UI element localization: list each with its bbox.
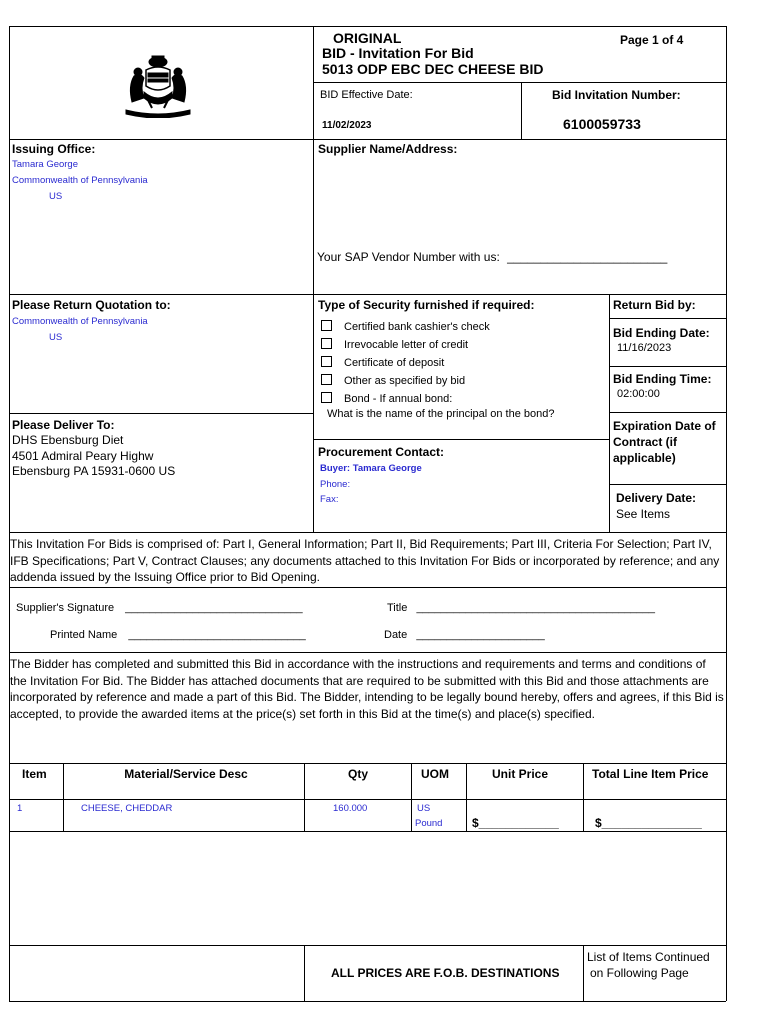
return-quotation-org: Commonwealth of Pennsylvania: [12, 316, 148, 327]
row-uom-2: Pound: [415, 818, 443, 829]
return-quotation-country: US: [49, 332, 63, 343]
date-field[interactable]: [384, 629, 545, 641]
checkbox[interactable]: [321, 392, 332, 403]
bid-ending-time-label: Bid Ending Time:: [613, 372, 712, 386]
supplier-label: Supplier Name/Address:: [318, 142, 458, 156]
return-bid-label: Return Bid by:: [613, 298, 696, 312]
vendor-number-line: ________________________: [507, 250, 668, 264]
row-uom-1: US: [417, 803, 431, 814]
row-item: 1: [17, 803, 23, 814]
security-options: [321, 318, 609, 408]
invitation-number-label: Bid Invitation Number:: [552, 88, 681, 102]
date-line: _____________________: [416, 629, 545, 641]
title-field[interactable]: [387, 602, 655, 614]
invitation-number: 6100059733: [563, 116, 641, 132]
security-option[interactable]: Irrevocable letter of credit: [321, 336, 609, 354]
title-line: _______________________________________: [416, 602, 656, 614]
bid-ending-time: 02:00:00: [617, 388, 660, 400]
col-qty: Qty: [348, 767, 369, 781]
procurement-label: Procurement Contact:: [318, 445, 445, 459]
supplier-signature-line: _____________________________: [125, 602, 303, 614]
deliver-to-line2: 4501 Admiral Peary Highw: [12, 449, 154, 463]
checkbox[interactable]: [321, 356, 332, 367]
expiration-label: Expiration Date of Contract (if applicable): [613, 419, 716, 465]
col-item: Item: [22, 767, 47, 781]
issuing-office-name: Tamara George: [12, 159, 79, 170]
col-unit-price: Unit Price: [492, 767, 549, 781]
deliver-to-label: Please Deliver To:: [12, 418, 115, 432]
continued-line2: on Following Page: [590, 966, 689, 980]
supplier-signature-field[interactable]: [16, 602, 303, 614]
principal-question: What is the name of the principal on the bond?: [327, 408, 555, 420]
doc-status: ORIGINAL: [333, 30, 402, 46]
printed-name-label: Printed Name: [50, 629, 118, 641]
security-option[interactable]: Bond - If annual bond:: [321, 390, 609, 408]
printed-name-field[interactable]: [50, 629, 306, 641]
checkbox[interactable]: [321, 320, 332, 331]
row-material: CHEESE, CHEDDAR: [81, 803, 173, 814]
checkbox[interactable]: [321, 338, 332, 349]
comprised-text: This Invitation For Bids is comprised of: Part I, General Information; Part II, Bid Requirements; Part III, Criteria For Selection; Part IV, IFB Specifications; Part V, Contract Clauses; any documents attached to this Invitation For Bids or incorporated by reference; and any addenda issued by the Issuing Office prior to Bid Opening.: [10, 537, 720, 584]
bid-ending-date-label: Bid Ending Date:: [613, 326, 710, 340]
row-unit-price-input[interactable]: $____________: [472, 816, 559, 830]
doc-type: BID - Invitation For Bid: [322, 45, 474, 61]
continued-line1: List of Items Continued: [587, 950, 710, 964]
return-quotation-label: Please Return Quotation to:: [12, 298, 171, 312]
bid-ending-date: 11/16/2023: [617, 342, 672, 354]
col-material: Material/Service Desc: [124, 767, 248, 781]
row-qty: 160.000: [333, 803, 368, 814]
deliver-to-line1: DHS Ebensburg Diet: [12, 433, 124, 447]
procurement-buyer: Buyer: Tamara George: [320, 463, 422, 474]
effective-date: 11/02/2023: [322, 120, 372, 131]
vendor-number-label: Your SAP Vendor Number with us:: [317, 250, 500, 264]
bid-title: 5013 ODP EBC DEC CHEESE BID: [322, 61, 544, 77]
title-label: Title: [387, 602, 408, 614]
deliver-to-line3: Ebensburg PA 15931-0600 US: [12, 464, 176, 478]
security-option[interactable]: Certificate of deposit: [321, 354, 609, 372]
security-option[interactable]: Certified bank cashier's check: [321, 318, 609, 336]
delivery-date-value: See Items: [616, 507, 671, 521]
issuing-office-label: Issuing Office:: [12, 142, 96, 156]
row-total-input[interactable]: $_______________: [595, 816, 702, 830]
effective-date-label: BID Effective Date:: [320, 89, 413, 101]
procurement-fax: Fax:: [320, 494, 339, 505]
procurement-phone: Phone:: [320, 479, 351, 490]
printed-name-line: _____________________________: [128, 629, 306, 641]
supplier-signature-label: Supplier's Signature: [16, 602, 115, 614]
issuing-office-org: Commonwealth of Pennsylvania: [12, 175, 148, 186]
security-label: Type of Security furnished if required:: [318, 298, 535, 312]
date-label: Date: [384, 629, 408, 641]
col-uom: UOM: [421, 767, 449, 781]
page-number: Page 1 of 4: [620, 33, 684, 47]
fob-statement: ALL PRICES ARE F.O.B. DESTINATIONS: [331, 966, 560, 980]
checkbox[interactable]: [321, 374, 332, 385]
issuing-office-country: US: [49, 191, 63, 202]
vendor-number-field[interactable]: [317, 250, 667, 264]
bidder-text: The Bidder has completed and submitted this Bid in accordance with the instructions and requirements and terms and conditions of the Invitation For Bid. The Bidder has attached documents that are required to be submitted with this Bid and those attachments are incorporated by reference and made a part of this Bid. The Bidder, intending to be legally bound hereby, offers and agrees, if this Bid is accepted, to provide the awarded items at the price(s) set forth in this Bid at the time(s) and place(s) specified.: [10, 657, 724, 721]
delivery-date-label: Delivery Date:: [616, 491, 697, 505]
commonwealth-seal: [118, 52, 198, 118]
col-total: Total Line Item Price: [592, 767, 709, 781]
security-option[interactable]: Other as specified by bid: [321, 372, 609, 390]
